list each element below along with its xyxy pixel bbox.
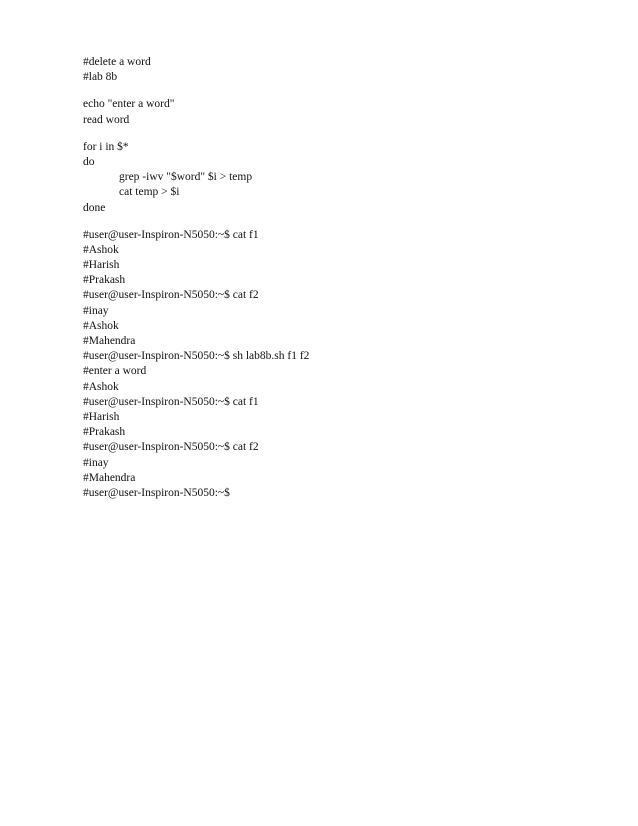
output-line: #Prakash	[83, 426, 126, 439]
output-line: #user@user-Inspiron-N5050:~$ cat f2	[83, 441, 259, 454]
echo-line: echo "enter a word"	[83, 98, 175, 111]
output-line: #Mahendra	[83, 471, 136, 484]
comment-title: #delete a word	[83, 56, 151, 68]
comment-lab: #lab 8b	[83, 71, 118, 84]
terminal-output	[83, 228, 583, 501]
output-line: #user@user-Inspiron-N5050:~$ sh lab8b.sh f1 f2	[83, 350, 310, 363]
spacer	[83, 216, 583, 228]
output-line: #user@user-Inspiron-N5050:~$ cat f1	[83, 395, 259, 408]
for-line: for i in $*	[83, 140, 129, 153]
output-line: #Ashok	[83, 243, 119, 256]
done-line: done	[83, 201, 106, 214]
output-line: #Harish	[83, 259, 120, 272]
do-line: do	[83, 155, 95, 168]
document-body	[83, 55, 583, 501]
output-line: #user@user-Inspiron-N5050:~$ cat f2	[83, 289, 259, 302]
output-line: #enter a word	[83, 365, 147, 378]
read-line: read word	[83, 113, 130, 126]
grep-line: grep -iwv "$word" $i > temp	[119, 171, 253, 184]
output-line: #inay	[83, 304, 109, 317]
output-line: #inay	[83, 456, 109, 469]
output-line: #user@user-Inspiron-N5050:~$ cat f1	[83, 228, 259, 241]
output-line: #Prakash	[83, 274, 126, 287]
output-line: #Harish	[83, 410, 120, 423]
output-line: #user@user-Inspiron-N5050:~$	[83, 486, 230, 499]
output-line: #Ashok	[83, 380, 119, 393]
cat-line: cat temp > $i	[119, 186, 180, 199]
spacer	[83, 128, 583, 140]
output-line: #Mahendra	[83, 335, 136, 347]
spacer	[83, 85, 583, 97]
output-line: #Ashok	[83, 319, 119, 332]
